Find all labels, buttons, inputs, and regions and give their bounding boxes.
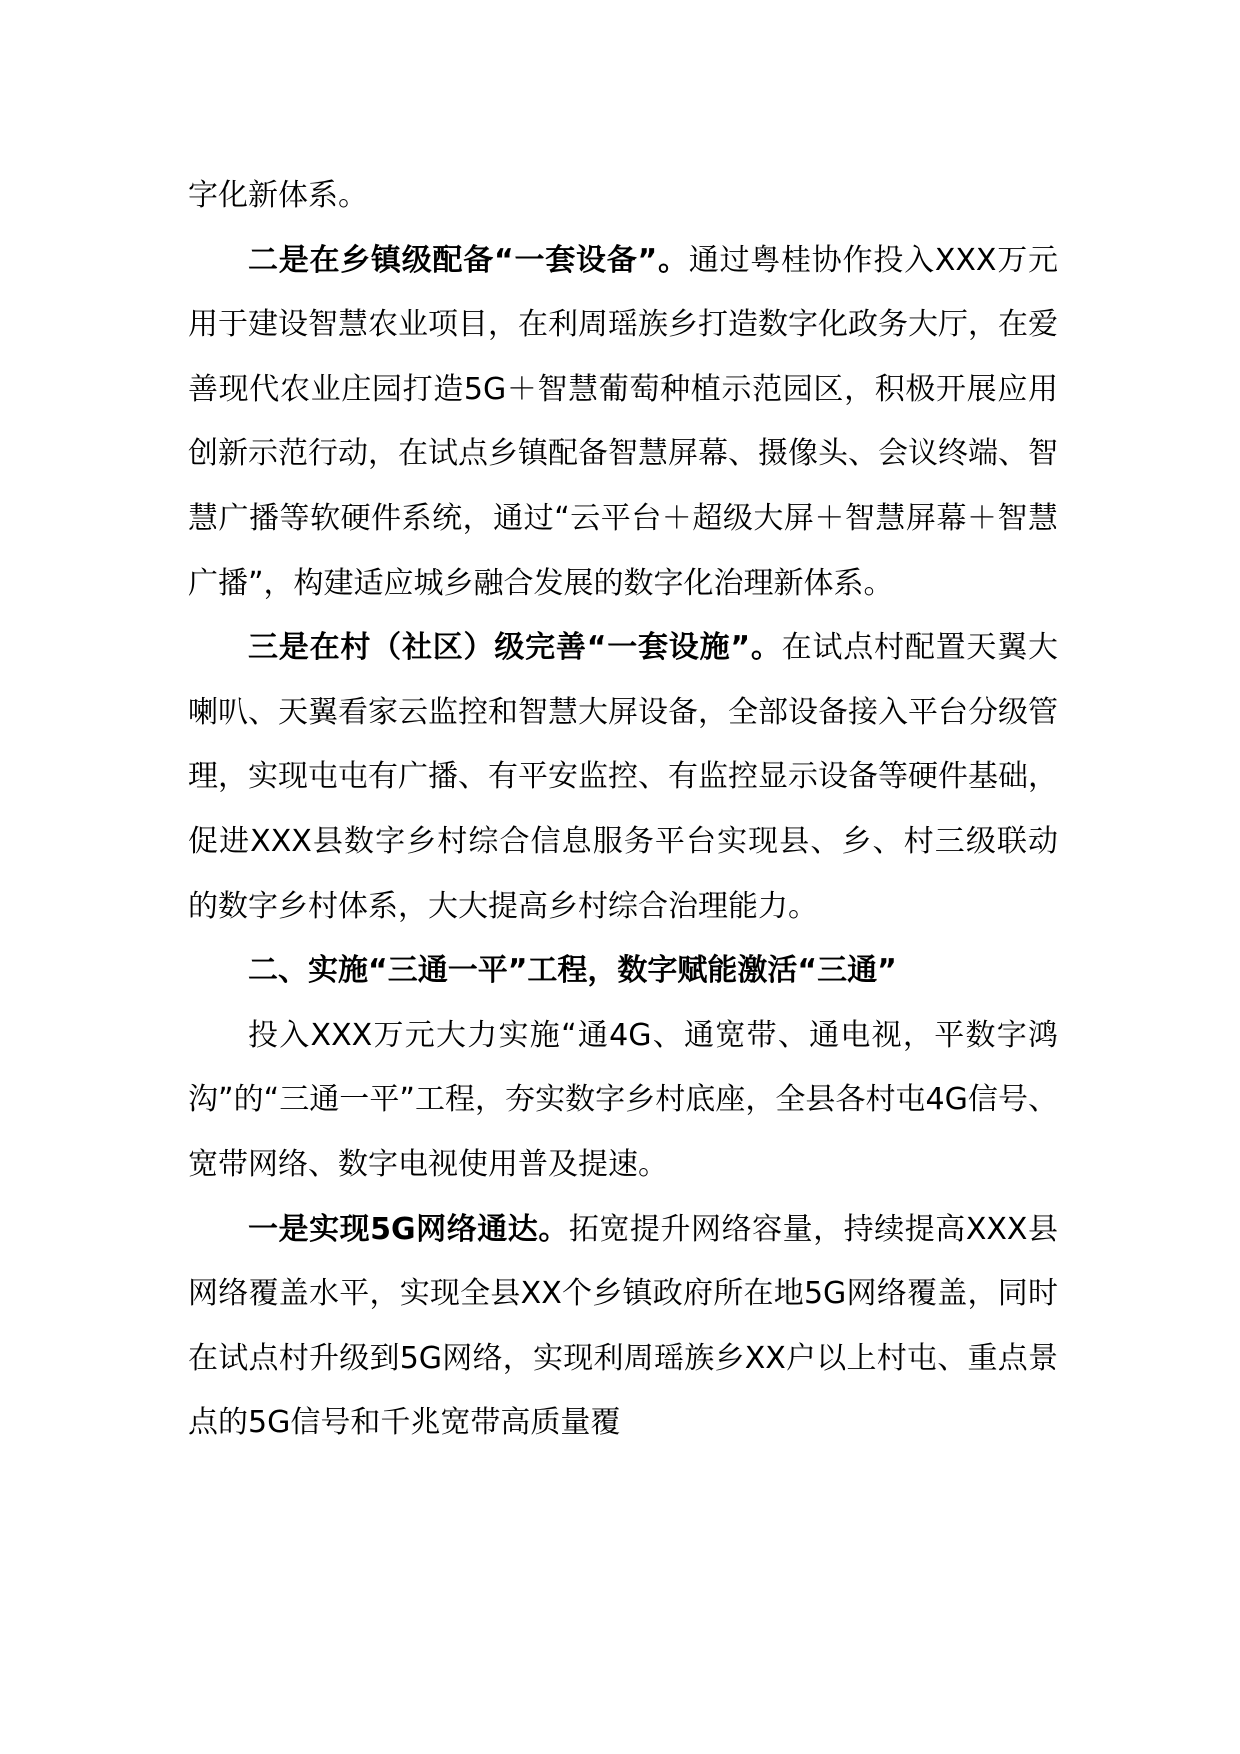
paragraph-lead: 三是在村（社区）级完善“一套设施”。 [248,630,782,666]
paragraph-5g-network [188,1198,1058,1456]
paragraph-township-equipment [188,229,1058,617]
paragraph-three-links [188,1004,1058,1198]
document-body [188,164,1058,1456]
paragraph-text: 字化新体系。 [188,178,368,213]
section-heading: 二、实施“三通一平”工程，数字赋能激活“三通” [248,953,897,989]
paragraph-lead: 一是实现5G网络通达。 [248,1211,569,1247]
paragraph-text: 在试点村配置天翼大喇叭、天翼看家云监控和智慧大屏设备，全部设备接入平台分级管理，实现屯屯有广播、有平安监控、有监控显示设备等硬件基础，促进XXX县数字乡村综合信息服务平台实现县、乡、村三级联动的数字乡村体系，大大提高乡村综合治理能力。 [188,630,1058,924]
paragraph-text: 拓宽提升网络容量，持续提高XXX县网络覆盖水平，实现全县XX个乡镇政府所在地5G网络覆盖，同时在试点村升级到5G网络，实现利周瑶族乡XX户以上村屯、重点景点的5G信号和千兆宽带高质量覆 [188,1211,1059,1441]
paragraph-text: 投入XXX万元大力实施“通4G、通宽带、通电视，平数字鸿沟”的“三通一平”工程，夯实数字乡村底座，全县各村屯4G信号、宽带网络、数字电视使用普及提速。 [188,1017,1058,1182]
paragraph-lead: 二是在乡镇级配备“一套设备”。 [248,242,689,278]
paragraph-text: 通过粤桂协作投入XXX万元用于建设智慧农业项目，在利周瑶族乡打造数字化政务大厅，在爱善现代农业庄园打造5G＋智慧葡萄种植示范园区，积极开展应用创新示范行动，在试点乡镇配备智慧屏幕、摄像头、会议终端、智慧广播等软硬件系统，通过“云平台＋超级大屏＋智慧屏幕＋智慧广播”，构建适应城乡融合发展的数字化治理新体系。 [188,242,1058,601]
paragraph-village-facilities [188,616,1058,939]
paragraph-continuation [188,164,1058,229]
